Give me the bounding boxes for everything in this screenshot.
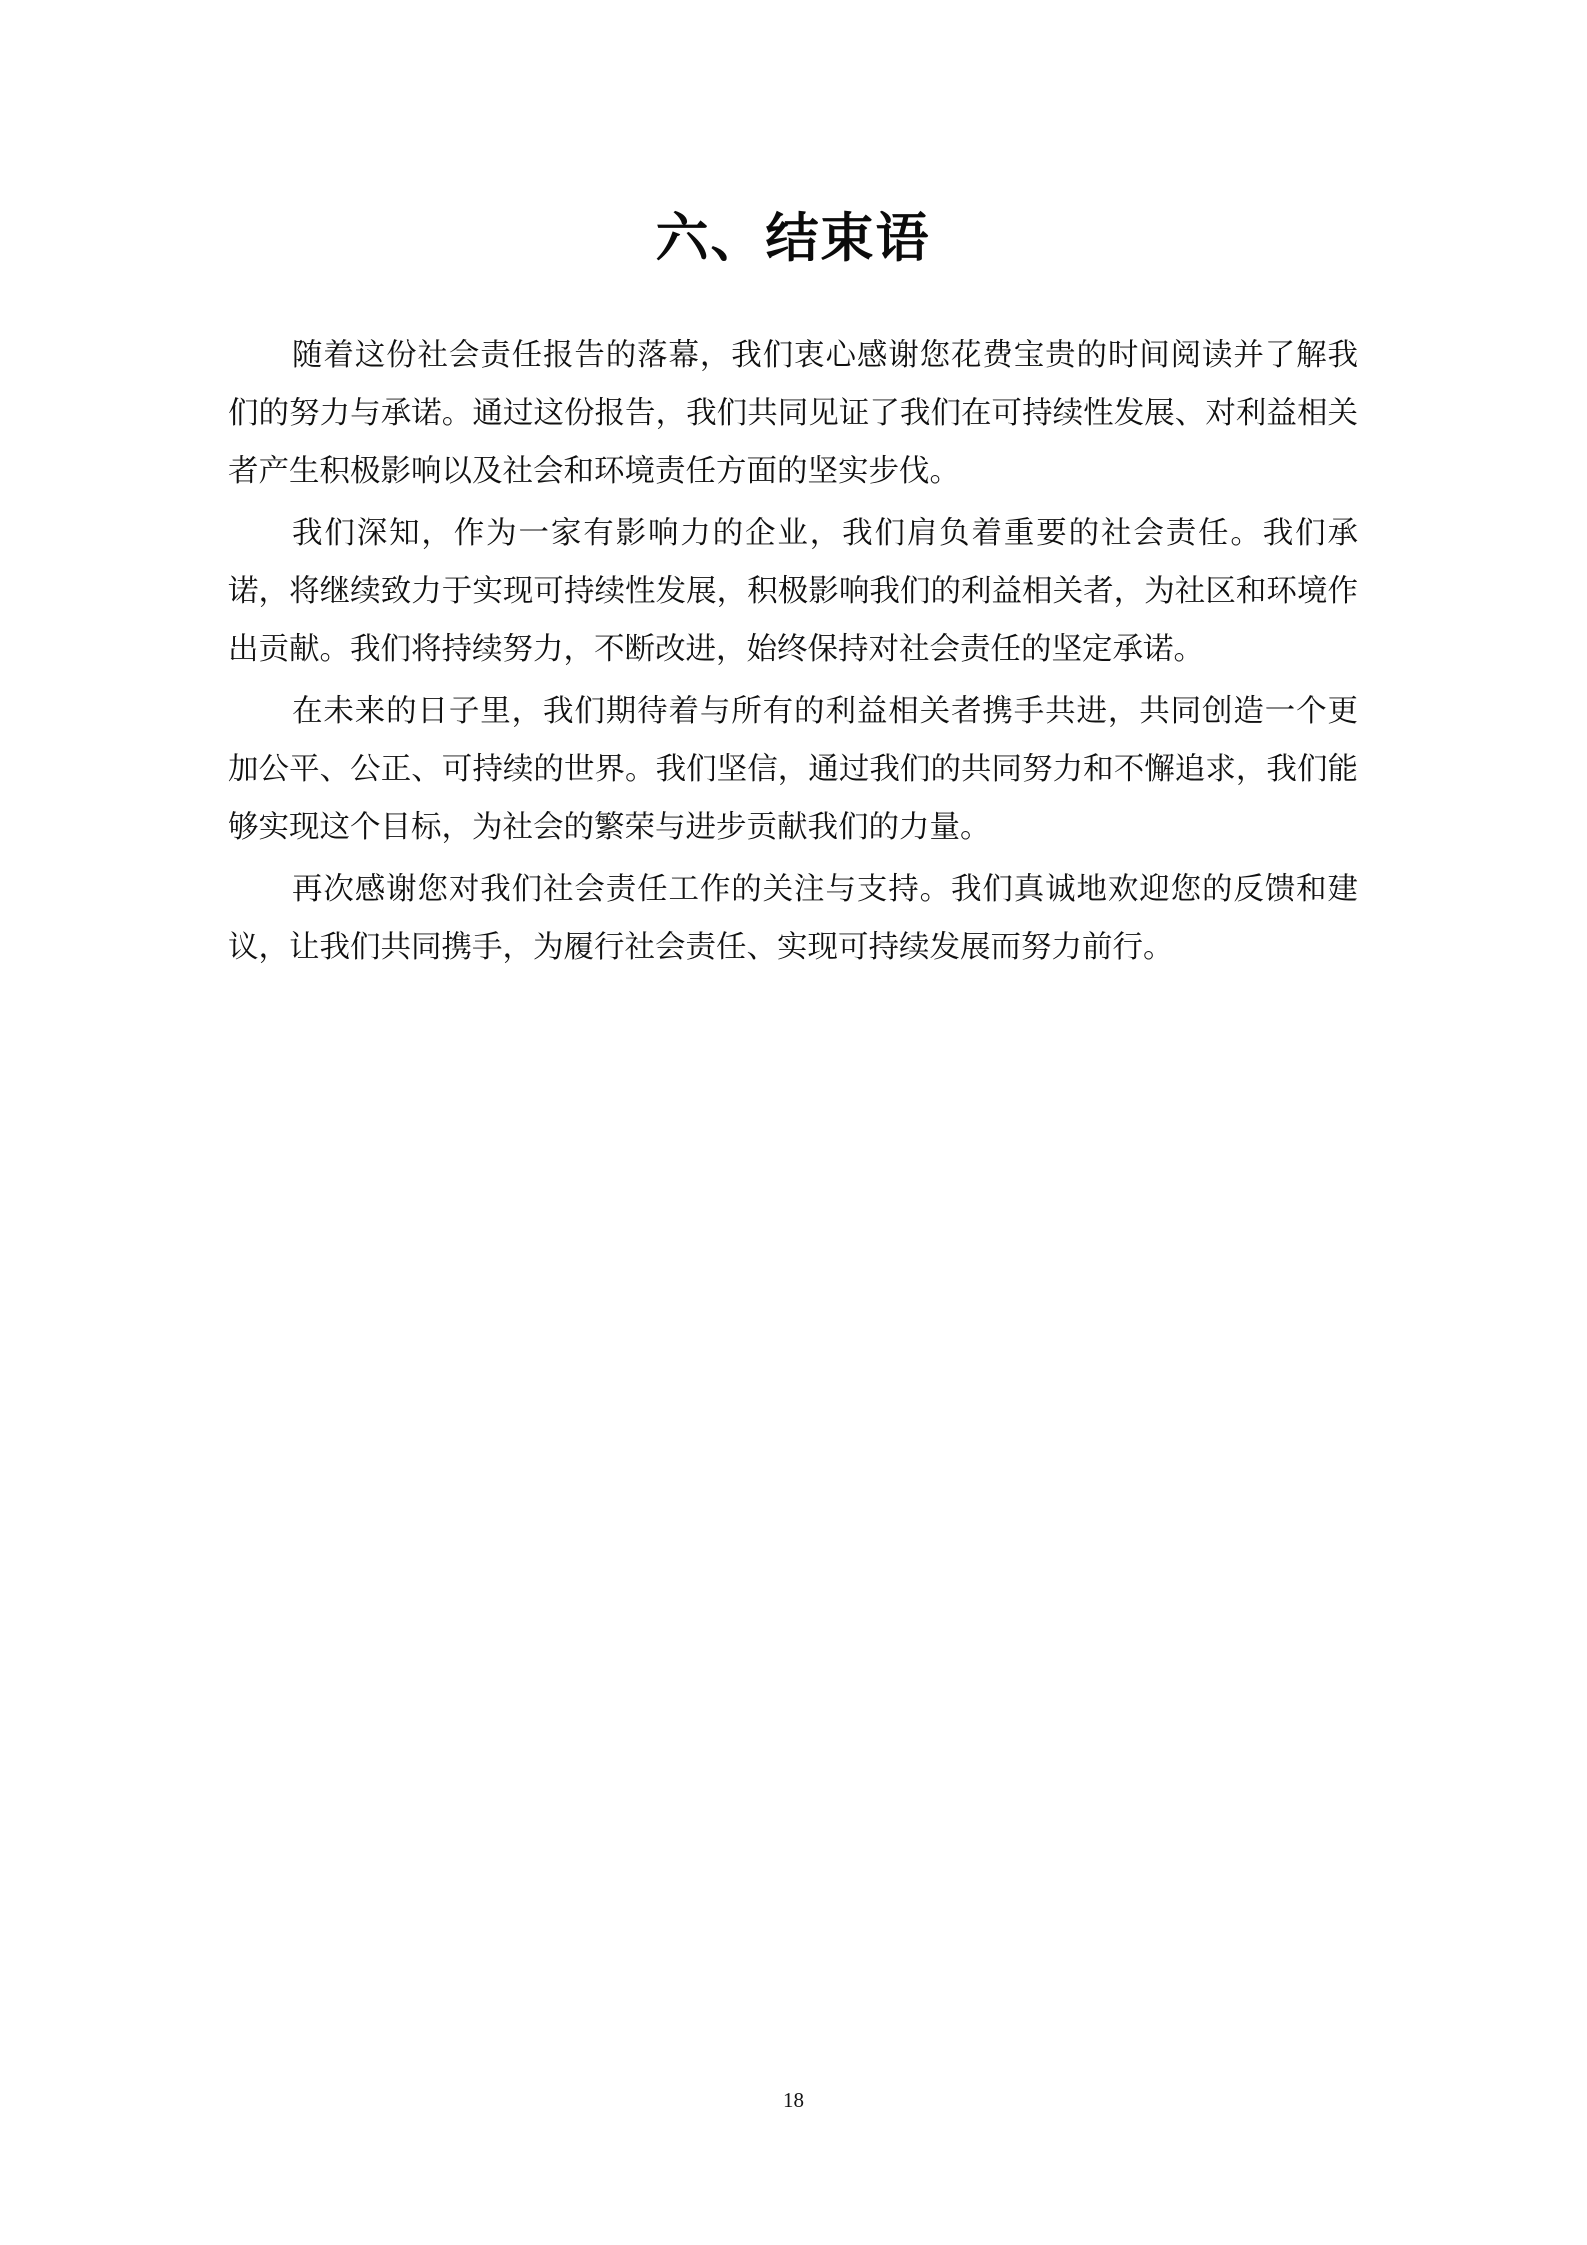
paragraph: 随着这份社会责任报告的落幕，我们衷心感谢您花费宝贵的时间阅读并了解我们的努力与承诺。通过这份报告，我们共同见证了我们在可持续性发展、对利益相关者产生积极影响以及社会和环境责任方面的坚实步伐。 [228, 338, 1358, 488]
page-title: 六、结束语 [655, 210, 931, 268]
page-number: 18 [783, 2088, 804, 2112]
body-text [228, 272, 1358, 976]
page-content [228, 0, 1358, 980]
paragraph: 我们深知，作为一家有影响力的企业，我们肩负着重要的社会责任。我们承诺，将继续致力于实现可持续性发展，积极影响我们的利益相关者，为社区和环境作出贡献。我们将持续努力，不断改进，始终保持对社会责任的坚定承诺。 [228, 516, 1358, 666]
paragraph: 在未来的日子里，我们期待着与所有的利益相关者携手共进，共同创造一个更加公平、公正、可持续的世界。我们坚信，通过我们的共同努力和不懈追求，我们能够实现这个目标，为社会的繁荣与进步贡献我们的力量。 [228, 694, 1358, 844]
paragraph: 再次感谢您对我们社会责任工作的关注与支持。我们真诚地欢迎您的反馈和建议，让我们共同携手，为履行社会责任、实现可持续发展而努力前行。 [228, 872, 1358, 964]
